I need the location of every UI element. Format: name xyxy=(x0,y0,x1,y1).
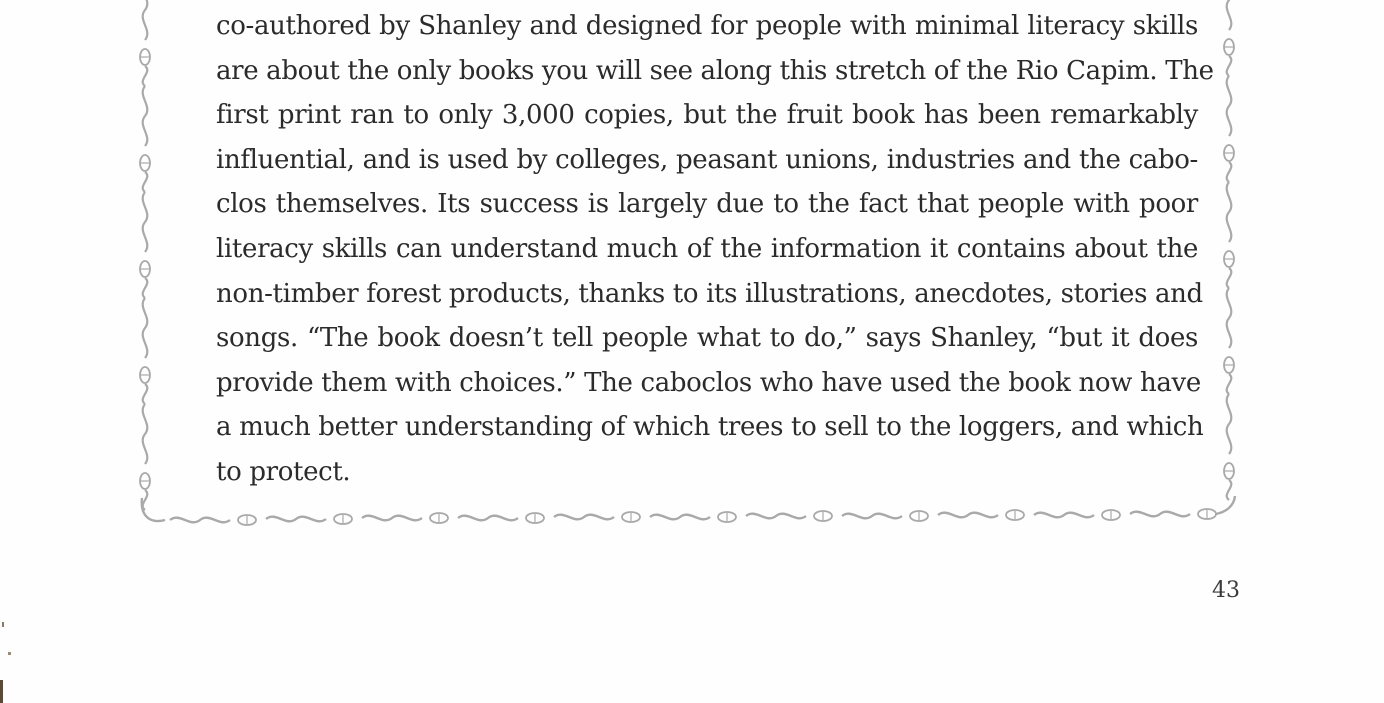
text-line: songs. “The book doesn’t tell people what to do,” says Shanley, “but it does xyxy=(216,323,1198,354)
text-line: first print ran to only 3,000 copies, but the fruit book has been remarkably xyxy=(216,100,1198,131)
text-line: influential, and is used by colleges, peasant unions, industries and the cabo- xyxy=(216,144,1198,175)
text-line: are about the only books you will see along this stretch of the Rio Capim. The xyxy=(216,55,1214,86)
scan-artifact xyxy=(0,680,3,703)
left-border xyxy=(140,0,150,510)
bottom-border xyxy=(142,496,1235,525)
text-line: co-authored by Shanley and designed for people with minimal literacy skills xyxy=(216,11,1198,41)
text-line: non-timber forest products, thanks to its illustrations, anecdotes, stories and xyxy=(216,278,1203,309)
article-body xyxy=(216,4,1214,495)
page-number: 43 xyxy=(1212,578,1240,603)
right-border xyxy=(1224,0,1234,500)
text-line: clos themselves. Its success is largely due to the fact that people with poor xyxy=(216,189,1198,220)
scan-artifact xyxy=(2,622,4,627)
text-line: a much better understanding of which trees to sell to the loggers, and which xyxy=(216,412,1204,443)
text-line: to protect. xyxy=(216,456,351,487)
scan-artifact xyxy=(8,652,11,655)
text-line: literacy skills can understand much of the information it contains about the xyxy=(216,233,1198,264)
text-line: provide them with choices.” The caboclos who have used the book now have xyxy=(216,367,1201,398)
